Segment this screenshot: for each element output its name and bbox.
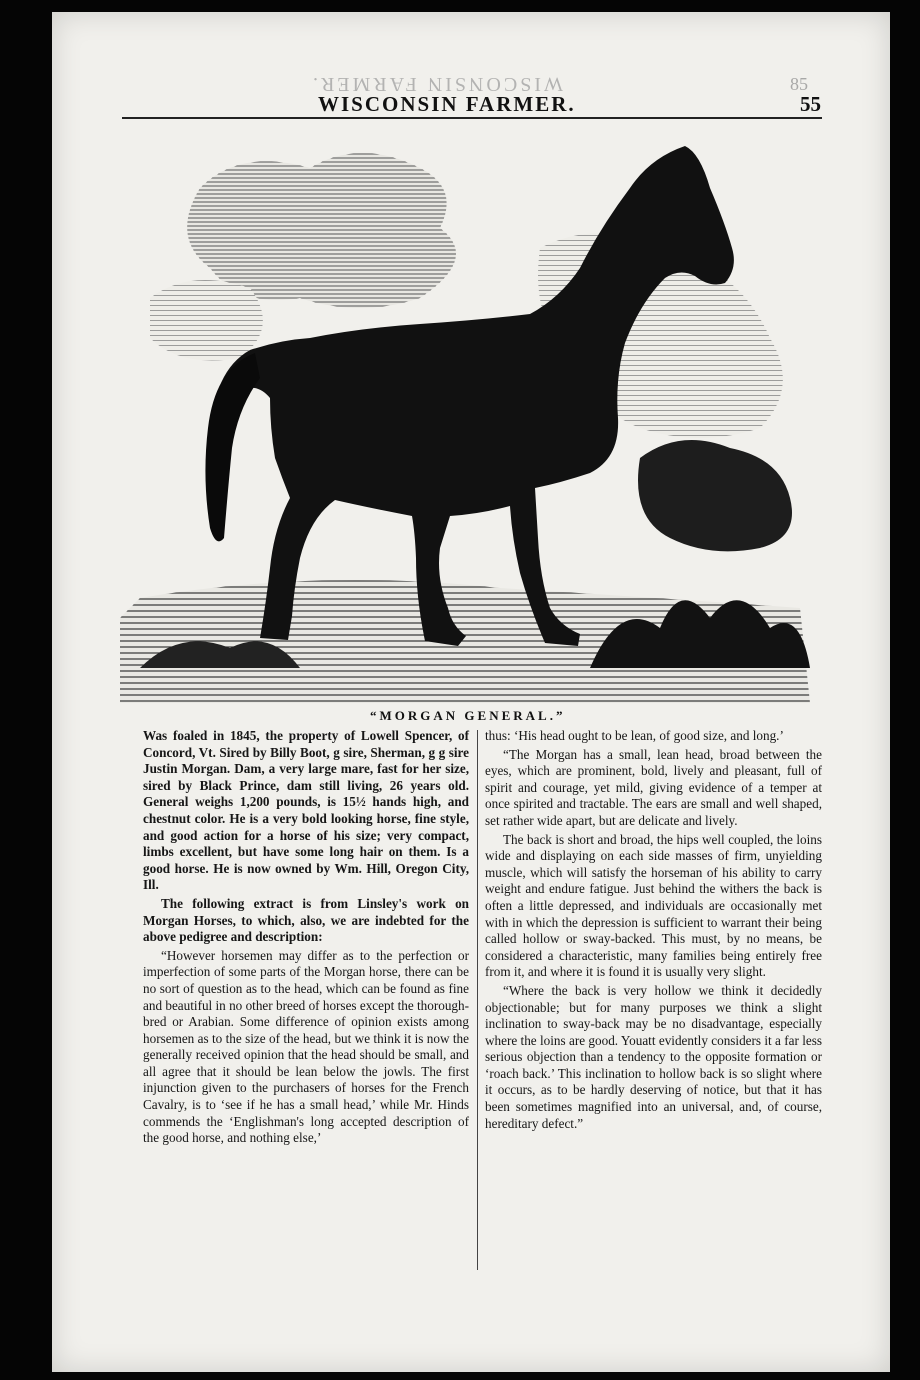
- header-rule: [122, 117, 822, 119]
- running-header-title: WISCONSIN FARMER.: [318, 92, 576, 116]
- article-paragraph: The back is short and broad, the hips well coupled, the loins wide and displaying on each side masses of firm, unyielding muscle, which will satisfy the horseman of his ability to carry weight and endure fatigue. Just behind the withers the back is often a little depressed, and individuals are occasionally met with in which the depression is sufficient to warrant their being called hollow or sway-backed. This must, by no means, be considered a characteristic, many families being entirely free from it, and where it is found it is usually very slight.: [485, 831, 822, 980]
- article-paragraph: The following extract is from Linsley's work on Morgan Horses, to which, also, we are indebted for the above pedigree and description:: [143, 895, 469, 945]
- horse-tail: [205, 353, 260, 541]
- article-paragraph: thus: ‘His head ought to be lean, of good size, and long.’: [485, 728, 784, 743]
- right-column: [485, 728, 822, 1134]
- left-column: [143, 728, 469, 1149]
- article-paragraph: “Where the back is very hollow we think it decidedly objectionable; but for many purposes we think a slight inclination to sway-back may be no disadvantage, especially where the loins are good. Youatt evidently considers it a far less serious objection than a tendency to the opposite formation or ‘roach back.’ This inclination to hollow back is so slight where it occurs, as to be hardly deserving of notice, but that it has been sometimes magnified into an universal, and, of course, hereditary defect.”: [485, 982, 822, 1131]
- article-paragraph: “The Morgan has a small, lean head, broad between the eyes, which are prominent, bold, lively and pleasant, full of spirit and courage, yet mild, giving evidence of a temper at once spirited and tractable. The ears are small and well shaped, set rather wide apart, but are delicate and lively.: [485, 746, 822, 828]
- bleed-through-page-number: 85: [790, 74, 808, 94]
- bush-right: [638, 440, 792, 551]
- illustration-caption: “MORGAN GENERAL.”: [370, 708, 566, 723]
- page-number: 55: [800, 92, 821, 116]
- article-paragraph: Was foaled in 1845, the property of Lowell Spencer, of Concord, Vt. Sired by Billy Boot, g sire, Sherman, g g sire Justin Morgan. Dam, a very large mare, fast for her size, sired by Black Prince, dam still living, 26 years old. General weighs 1,200 pounds, is 15½ hands high, and chestnut color. He is a very bold looking horse, fine style, and good action for a horse of his size; very compact, limbs excellent, but have some long hair on them. Is a good horse. He is now owned by Wm. Hill, Oregon City, Ill.: [143, 728, 469, 893]
- column-divider: [477, 730, 478, 1270]
- bleed-through-title: WISCONSIN FARMER.: [310, 73, 563, 95]
- horse-engraving: [120, 128, 810, 703]
- article-paragraph: “However horsemen may differ as to the perfection or imperfection of some parts of the Morgan horse, there can be no sort of question as to the head, which can be found as fine and beautiful in no other breed of horses except the thorough-bred or Arabian. Some difference of opinion exists among horsemen as to the size of the head, but we think it is now the generally received opinion that the head should be small, and all agree that it should be lean below the jowls. The first injunction given to the purchasers of horses for the French Cavalry, is to ‘see if he has a small head,’ while Mr. Hinds commends the ‘Englishman's long accepted description of the good horse, and nothing else,’: [143, 947, 469, 1146]
- cloud-middle: [150, 280, 263, 361]
